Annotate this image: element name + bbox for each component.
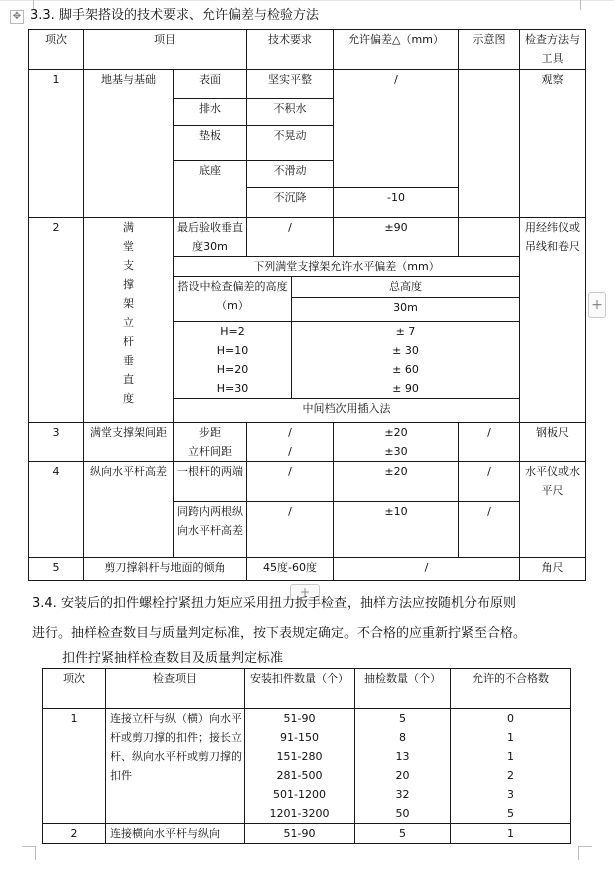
table2-sample: 20 bbox=[395, 769, 410, 782]
table2-count: 281-500 bbox=[276, 769, 323, 782]
table2-sample: 5 bbox=[399, 712, 406, 725]
table1-row3-subs bbox=[174, 423, 247, 462]
table1-row2-subtable-title: 下列满堂支撑架允许水平偏差（mm） bbox=[174, 257, 520, 277]
row2-tolerance-value: ± 90 bbox=[392, 382, 419, 395]
row2-tolerance-value: ± 7 bbox=[395, 325, 416, 338]
table1-header-method: 检查方法与工具 bbox=[520, 30, 586, 70]
row3-sub: 步距 bbox=[199, 426, 221, 439]
table1-row4-diagram-1: / bbox=[459, 462, 520, 502]
row2-item-char: 立 bbox=[123, 316, 134, 329]
row2-item-char: 堂 bbox=[123, 240, 134, 253]
table1-row2-final-req: / bbox=[247, 218, 334, 257]
row2-height-value: H=30 bbox=[216, 382, 249, 395]
table1-row4-req-1: / bbox=[247, 462, 334, 502]
row2-item-char: 满 bbox=[123, 221, 134, 234]
table2-row-1 bbox=[43, 709, 571, 824]
table2-sample: 50 bbox=[395, 807, 410, 820]
table2-allowed: 1 bbox=[507, 731, 514, 744]
table2-header-item: 检查项目 bbox=[106, 669, 245, 709]
table1-row4-dev-1: ±20 bbox=[334, 462, 459, 502]
crop-mark-bottom-left bbox=[22, 846, 36, 860]
table1-row2-total-height: 总高度 bbox=[292, 277, 520, 298]
table1-row4-req-2: / bbox=[247, 502, 334, 558]
row2-item-char: 直 bbox=[123, 373, 134, 386]
table2-sample: 8 bbox=[399, 731, 406, 744]
table1-row2-final-dev: ±90 bbox=[334, 218, 459, 257]
table2-allowed: 2 bbox=[507, 769, 514, 782]
table2-header-allowed: 允许的不合格数 bbox=[451, 669, 571, 709]
table2-allowed: 3 bbox=[507, 788, 514, 801]
table2-allowed: 5 bbox=[507, 807, 514, 820]
section-33-heading: 3.3. 脚手架搭设的技术要求、允许偏差与检验方法 bbox=[30, 8, 319, 23]
table1-row3-item: 满堂支撑架间距 bbox=[84, 423, 174, 462]
table2-row1-samples bbox=[355, 709, 451, 824]
table1-row4-dev-2: ±10 bbox=[334, 502, 459, 558]
table2-header-row bbox=[43, 669, 571, 709]
row3-dev: ±20 bbox=[384, 426, 408, 439]
table1-row4-diagram-2: / bbox=[459, 502, 520, 558]
row2-height-value: H=20 bbox=[216, 363, 249, 376]
table1-row1-sub-base: 底座 bbox=[174, 161, 247, 218]
table1-row5-item: 剪刀撑斜杆与地面的倾角 bbox=[84, 558, 247, 581]
table1-row1-dev-minus10: -10 bbox=[334, 188, 459, 218]
table2-sample: 32 bbox=[395, 788, 410, 801]
table1-row3-devs bbox=[334, 423, 459, 462]
table2-row1-counts bbox=[245, 709, 355, 824]
table2-allowed: 0 bbox=[507, 712, 514, 725]
table1-header-diagram: 示意图 bbox=[459, 30, 520, 70]
table1-row4-method: 水平仪或水平尺 bbox=[520, 462, 586, 558]
table1-row2-no: 2 bbox=[29, 218, 84, 423]
row2-item-char: 支 bbox=[123, 259, 134, 272]
table2-row1-no: 1 bbox=[43, 709, 106, 824]
table2-count: 91-150 bbox=[280, 731, 319, 744]
section-34-line2: 进行。抽样检查数目与质量判定标准，按下表规定确定。不合格的应重新拧紧至合格。 bbox=[32, 626, 527, 641]
row3-dev: ±30 bbox=[384, 445, 408, 458]
table1-row2-diagram bbox=[459, 218, 520, 257]
add-column-plus-icon[interactable]: + bbox=[588, 292, 606, 318]
table1-row5-no: 5 bbox=[29, 558, 84, 581]
table2-row2-sample: 5 bbox=[355, 824, 451, 844]
row3-req: / bbox=[288, 445, 292, 458]
row2-height-value: H=2 bbox=[220, 325, 245, 338]
table1-row4-no: 4 bbox=[29, 462, 84, 558]
table2-allowed: 1 bbox=[507, 750, 514, 763]
table2-caption: 扣件拧紧抽样检查数目及质量判定标准 bbox=[62, 651, 284, 666]
row2-tolerance-value: ± 30 bbox=[392, 344, 419, 357]
table1-row3-no: 3 bbox=[29, 423, 84, 462]
table1-row1-req-no-settle: 不沉降 bbox=[247, 188, 334, 218]
table1-header-item: 项目 bbox=[84, 30, 247, 70]
table1-row2-item bbox=[84, 218, 174, 423]
table2-row2-allowed: 1 bbox=[451, 824, 571, 844]
table1-row1-req-no-slide: 不滑动 bbox=[247, 161, 334, 188]
table1-row5-req: 45度-60度 bbox=[247, 558, 334, 581]
table1-row2-method: 用经纬仪或吊线和卷尺 bbox=[520, 218, 586, 423]
table1-row1-dev-slash: / bbox=[334, 70, 459, 188]
table1-row1-sub-surface: 表面 bbox=[174, 70, 247, 99]
table1-row3-method: 钢板尺 bbox=[520, 423, 586, 462]
table2-sample: 13 bbox=[395, 750, 410, 763]
row2-item-char: 撑 bbox=[123, 278, 134, 291]
table1-header-no: 项次 bbox=[29, 30, 84, 70]
table2-header-sample: 抽检数量（个） bbox=[355, 669, 451, 709]
table1-row1-req-no-shake: 不晃动 bbox=[247, 126, 334, 161]
table1-row1-method: 观察 bbox=[520, 70, 586, 218]
table2-count: 1201-3200 bbox=[269, 807, 330, 820]
table1-row5-method: 角尺 bbox=[520, 558, 586, 581]
row2-item-char: 度 bbox=[123, 392, 134, 405]
table1-row1-no: 1 bbox=[29, 70, 84, 218]
row3-req: / bbox=[288, 426, 292, 439]
table1-row2-final-check: 最后验收垂直度30m bbox=[174, 218, 247, 257]
table1-row4-item: 纵向水平杆高差 bbox=[84, 462, 174, 558]
row2-tolerance-value: ± 60 bbox=[392, 363, 419, 376]
table1-row3-reqs bbox=[247, 423, 334, 462]
table2-header-no: 项次 bbox=[43, 669, 106, 709]
table2-count: 51-90 bbox=[283, 712, 316, 725]
table1-row3-diagram: / bbox=[459, 423, 520, 462]
page-top-edge bbox=[0, 0, 614, 1]
table-fastener-sampling bbox=[42, 668, 571, 844]
table2-row2-no: 2 bbox=[43, 824, 106, 844]
table1-row2-check-dev-label: 搭设中检查偏差的高度（m） bbox=[174, 277, 292, 322]
table1-row1-sub-drainage: 排水 bbox=[174, 99, 247, 126]
row2-item-char: 垂 bbox=[123, 354, 134, 367]
table1-row4-sub-span: 同跨内两根纵向水平杆高差 bbox=[174, 502, 247, 558]
table1-row1-diagram bbox=[459, 70, 520, 218]
table1-row1-req-no-water: 不积水 bbox=[247, 99, 334, 126]
row3-sub: 立杆间距 bbox=[188, 445, 232, 458]
row2-height-value: H=10 bbox=[216, 344, 249, 357]
table1-row1-req-flat: 坚实平整 bbox=[247, 70, 334, 99]
table1-row2-tolerances bbox=[292, 322, 520, 399]
table1-row4-sub-ends: 一根杆的两端 bbox=[174, 462, 247, 502]
table1-row5-dev: / bbox=[334, 558, 520, 581]
table2-row2-count: 51-90 bbox=[245, 824, 355, 844]
table1-row1-sub-pad: 垫板 bbox=[174, 126, 247, 161]
table1-header-row bbox=[29, 30, 586, 70]
table2-row-2 bbox=[43, 824, 571, 844]
crop-mark-top-right bbox=[580, 0, 592, 10]
table1-header-requirement: 技术要求 bbox=[247, 30, 334, 70]
table2-count: 151-280 bbox=[276, 750, 323, 763]
table1-row2-height-30m: 30m bbox=[292, 298, 520, 322]
table2-row2-item: 连接横向水平杆与纵向 bbox=[106, 824, 245, 844]
table1-header-deviation: 允许偏差△（mm） bbox=[334, 30, 459, 70]
section-34-line1: 3.4. 安装后的扣件螺栓拧紧扭力矩应采用扭力扳手检查，抽样方法应按随机分布原则 bbox=[32, 596, 516, 611]
table1-row2-heights bbox=[174, 322, 292, 399]
table2-count: 501-1200 bbox=[273, 788, 326, 801]
row2-item-char: 杆 bbox=[123, 335, 134, 348]
table-scaffold-requirements bbox=[28, 29, 586, 581]
table2-row1-item: 连接立杆与纵（横）向水平杆或剪刀撑的扣件；接长立杆、纵向水平杆或剪刀撑的扣件 bbox=[106, 709, 245, 824]
table2-header-installed: 安装扣件数量（个） bbox=[245, 669, 355, 709]
table1-row2-interpolation-note: 中间档次用插入法 bbox=[174, 399, 520, 423]
row2-item-char: 架 bbox=[123, 297, 134, 310]
add-row-plus-icon[interactable]: + bbox=[290, 584, 320, 600]
table2-row1-allowed bbox=[451, 709, 571, 824]
table1-row1-item: 地基与基础 bbox=[84, 70, 174, 218]
crop-mark-bottom-right bbox=[578, 846, 592, 860]
table-move-handle-icon[interactable]: ✥ bbox=[10, 10, 24, 24]
